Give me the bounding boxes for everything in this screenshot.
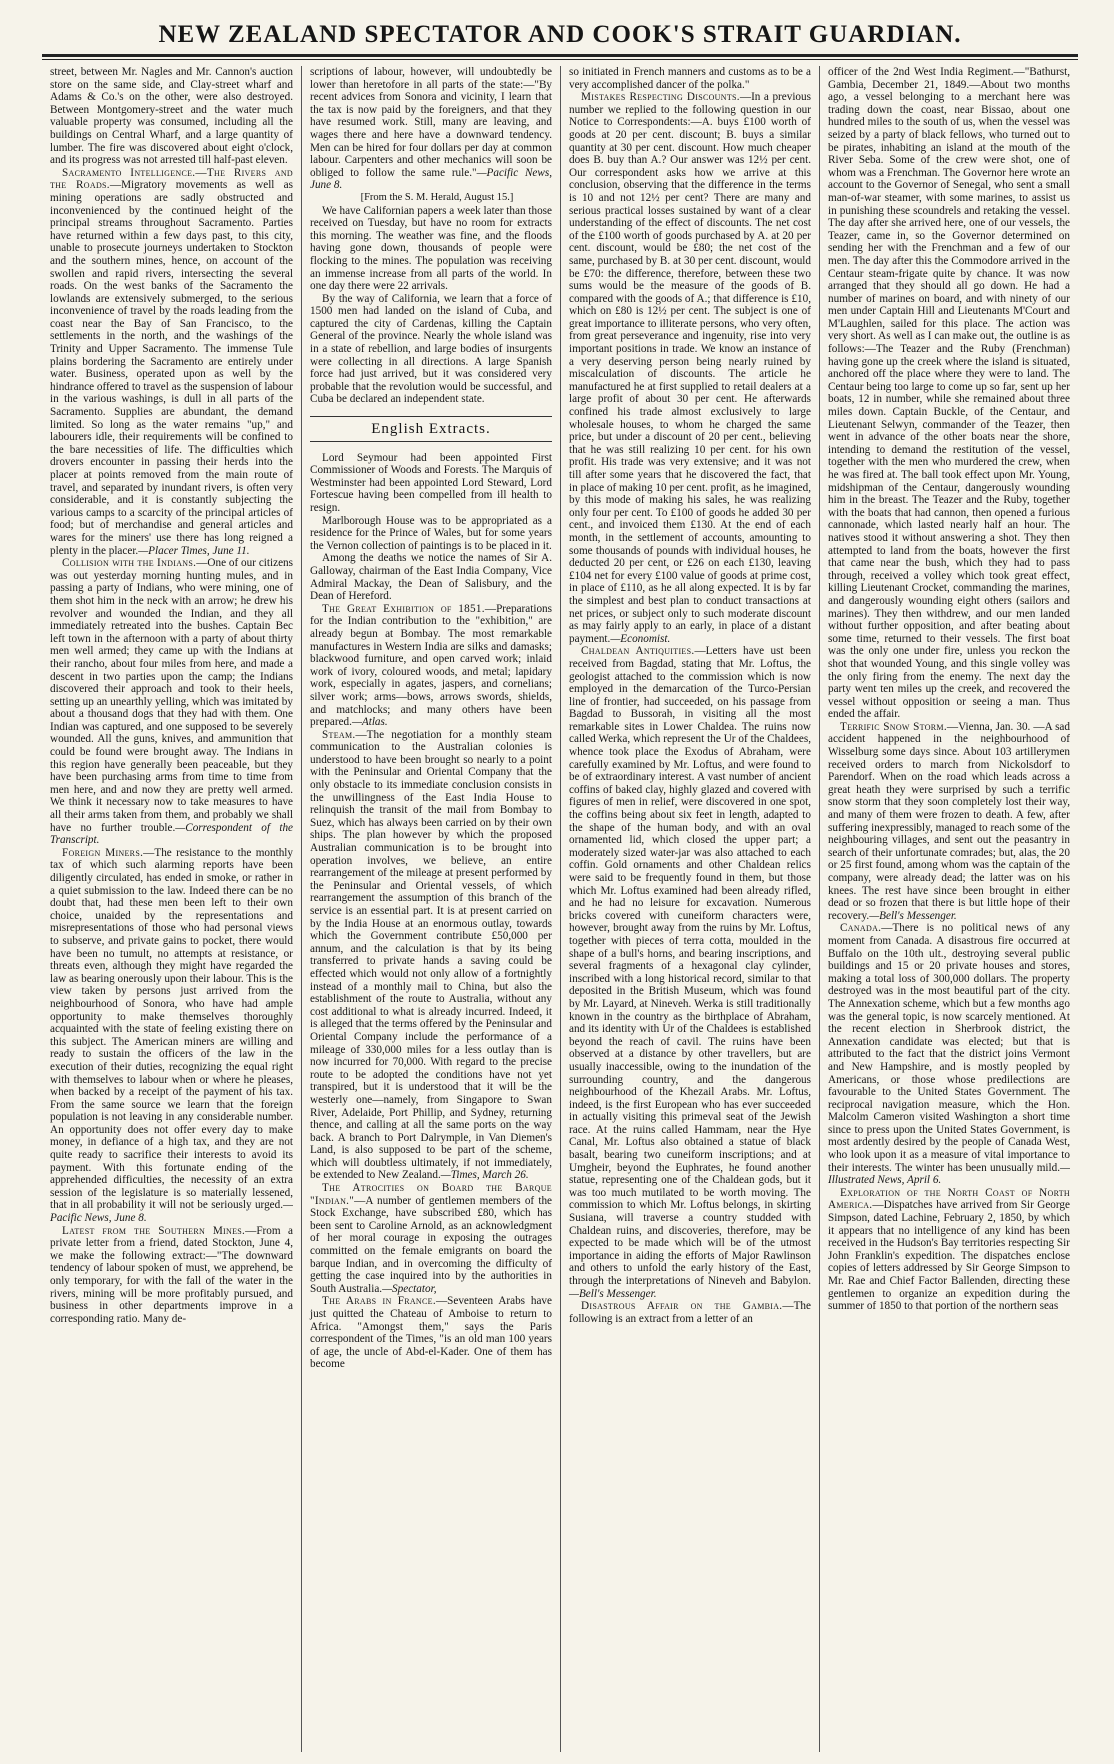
article-text: —Preparations for the Indian contribution to the "exhibition," are already begun at Bombay. The most remarkable manufactures in Western India are silks and damasks; blackwood furniture, and open carved work; inlaid work of ivory, coloured woods, and metal; lapidary work, especially in agates, jaspers, and cornelians; silver work; arms—bows, arrows swords, shields, and matchlocks; and many others have been prepared. <box>310 602 552 729</box>
article-paragraph <box>828 922 1070 1186</box>
article-paragraph <box>828 721 1070 923</box>
masthead-title: NEW ZEALAND SPECTATOR AND COOK'S STRAIT GUARDIAN. <box>158 21 962 48</box>
article-source: —Illustrated News, April 6. <box>828 1161 1070 1187</box>
article-text: scriptions of labour, however, will undoubtedly be lower than heretofore in all parts of the state:—"By recent advices from Sonora and vicinity, I learn that the tax is now paid by the foreigners, and that they have resumed work. Still, many are leaving, and wages there and here have a downward tendency. Men can be hired for four dollars per day at common labour. Carpenters and other mechanics will soon be obliged to follow the same rule." <box>310 66 552 179</box>
article-text: so initiated in French manners and customs as to be a very accomplished dancer of the polka." <box>569 66 811 91</box>
article-paragraph <box>569 645 811 1300</box>
article-heading: Latest from the Southern Mines. <box>62 1224 246 1237</box>
article-paragraph <box>50 167 293 557</box>
article-heading: Sacramento Intelligence.—The Rivers and the Roads. <box>50 166 293 192</box>
article-source: —Pacific News, June 8. <box>310 166 552 192</box>
column-2 <box>301 66 560 1752</box>
article-text: —One of our citizens was out yesterday morning hunting mules, and in passing a party of Indians, who were mining, one of them shot him in the neck with an arrow; he drew his revolver and wounded the Indian, and they all immediately retreated into the bushes. Captain Bec left town in the afternoon with a party of about thirty men well armed; they came up with the Indians at their rancho, about four miles from here, and made a descent in two parties upon the camp; the Indians discovered their approach and took to their heels, setting up an unearthly yelling, which was imitated by about a thousand dogs that they had with them. One Indian was captured, and one supposed to be severely wounded. All the guns, knives, and ammunition that could be found were brought away. The Indians in this region have generally been peaceable, but they have been purchasing arms from time to time from men here, and and now they are pretty well armed. We think it necessary now to take measures to have all their arms taken from them, and probably we shall have no further trouble. <box>50 557 294 834</box>
article-paragraph <box>828 1187 1070 1313</box>
article-paragraph <box>569 1300 811 1325</box>
article-source: —Bell's Messenger. <box>869 909 957 922</box>
article-text: —The resistance to the monthly tax of which such alarming reports have been diligently circulated, has ended in smoke, or rather in a quiet submission to the law. Indeed there can be no doubt that, had these men been left to their own choice, unaided by the representations and misrepresentations of those who had personal views to subserve, and private gains to pocket, there would have been no tumult, no attempts at resistance, or threats even, although they might have regarded the law as bearing onerously upon their labour. This is the view taken by persons just arrived from the neighbourhood of Sonora, who have had ample opportunity to make themselves thoroughly acquainted with the state of feeling existing there on this subject. The American miners are willing and ready to sustain the officers of the law in the execution of their duties, recognizing the equal right with themselves to labour when or where he pleases, when backed by a receipt of the payment of his tax. From the same source we learn that the foreign population is not leaving in any considerable number. An opportunity does not offer every day to make money, in defiance of a high tax, and they are not quite ready to sacrifice their interests to avoid its payment. With this fortunate ending of the apprehended difficulties, the necessity of an extra session of the legislature is so materially lessened, that in all probability it will not be seriously urged. <box>50 846 293 1212</box>
article-text: —Seventeen Arabs have just quitted the Chateau of Amboise to return to Africa. "Amongst them," says the Paris correspondent of the Times, "is an old man 100 years of age, the uncle of Abd-el-Kader. One of them has become <box>310 1295 552 1371</box>
article-paragraph <box>50 1225 293 1326</box>
article-heading: Canada. <box>840 922 882 935</box>
article-heading: The Atrocities on Board the Barque "Indian." <box>310 1182 552 1207</box>
article-text: —The following is an extract from a letter of an <box>569 1300 811 1325</box>
article-text: —Dispatches have arrived from Sir George Simpson, dated Lachine, February 2, 1850, by which it appears that no intelligence of any kind has been received in the Hudson's Bay territories respecting Sir John Franklin's expedition. The dispatches enclose copies of letters addressed by Sir George Simpson to Mr. Rae and Chief Factor Ballenden, directing these gentlemen to organize an expedition during the summer of 1850 to that portion of the northern seas <box>828 1199 1070 1313</box>
article-heading: Foreign Miners. <box>62 846 144 859</box>
article-text: —Letters have ust been received from Bagdad, stating that Mr. Loftus, the geologist attached to the commission which is now employed in the demarcation of the Turco-Persian line of frontier, had succeeded, on his passage from Bagdad to Bussorah, in visiting all the most remarkable sites in Lower Chaldea. The ruins now called Werka, which represent the Ur of the Chaldees, whence took place the Exodus of Abraham, were carefully examined by Mr. Loftus, and were found to be of extraordinary interest. A vast number of ancient coffins of baked clay, highly glazed and covered with figures of men in relief, were discovered in one spot, the coffins being about six feet in length, adapted to the shape of the human body, and with an oval ornamented lid, which closed the upper part; a moderately sized water-jar was also attached to each coffin. Gold ornaments and other Chaldean relics were said to be frequently found in them, but those which Mr. Loftus examined had been already rifled, and he had no leisure for excavation. Numerous bricks covered with cuneiform characters were, however, brought away from the ruins by Mr. Loftus, together with pieces of terra cotta, moulded in the shape of a bull's horns, and bearing inscriptions, and several fragments of a hexagonal clay cylinder, inscribed with a long historical record, similar to that deposited in the British Museum, which was found by Mr. Layard, at Nineveh. Werka is still traditionally known in the country as the birthplace of Abraham, and its identity with Ur of the Chaldees is established beyond the reach of cavil. The ruins have been observed at a distance by other travellers, but are usually inaccessible, owing to the inundation of the surrounding country, and the dangerous neighbourhood of the Khezail Arabs. Mr. Loftus, indeed, is the first European who has ever succeeded in actually visiting this primeval seat of the Jewish race. At the ruins called Hammam, near the Hye Canal, Mr. Loftus also obtained a statue of black basalt, bearing two cuneiform inscriptions; and at Umgheir, beyond the Euphrates, he found another statue, representing one of the Chaldean gods, but it was too much mutilated to be worth moving. The commission to which Mr. Loftus belongs, in skirting Susiana, will traverse a country studded with Chaldean ruins, and discoveries, therefore, may be expected to be made which will be of the utmost importance in aiding the efforts of Major Rawlinson and others to unfold the early history of the East, through the interpretations of Nineveh and Babylon. <box>569 645 811 1287</box>
article-text: —From a private letter from a friend, dated Stockton, June 4, we make the following extract:—"The downward tendency of labour spoken of must, we apprehend, be only temporary, for with the fall of the water in the rivers, mining will be more profitably pursued, and business in other departments improve in a corresponding ratio. Many de- <box>50 1224 293 1325</box>
article-text: —Vienna, Jan. 30. —A sad accident happened in the neighbourhood of Wisselburg some days since. About 103 artillerymen received orders to march from Nickolsdorf to Parendorf. When on the road which leads across a great heath they were surprised by such a terrific snow storm that they soon completely lost their way, and many of them were frozen to death. A few, after suffering inexpressibly, managed to reach some of the neighbouring villages, and sent out the peasantry in search of their unfortunate comrades; but, alas, the 20 or 25 first found, among whom was the captain of the company, were already dead; the latter was on his knees. The rest have since been brought in either dead or so frozen that there is but little hope of their recovery. <box>828 720 1070 922</box>
article-paragraph <box>310 66 552 192</box>
article-text: —A number of gentlemen members of the Stock Exchange, have subscribed £80, which has been sent to Caroline Arnold, as an acknowledgment of her moral courage in exposing the outrages committed on the female emigrants on board the barque Indian, and in overcoming the difficulty of getting the case inquired into by the authorities in South Australia. <box>310 1194 552 1295</box>
column-1 <box>42 66 301 1752</box>
source-note: [From the S. M. Herald, August 15.] <box>360 191 514 203</box>
article-heading: Chaldean Antiquities. <box>581 645 695 658</box>
article-paragraph <box>50 847 293 1225</box>
article-heading: The Arabs in France. <box>322 1295 436 1308</box>
article-paragraph <box>310 452 552 515</box>
article-source: —Economist. <box>610 632 671 645</box>
article-paragraph <box>569 91 811 645</box>
article-text: —In a previous number we replied to the following question in our Notice to Correspondents:—A. buys £100 worth of goods at 20 per cent. discount; B. buys a similar quantity at 30 per cent. discount. How much cheaper does B. buy than A.? Our answer was 12½ per cent. Our correspondent asks how we arrive at this conclusion, observing that the difference in the terms is 10 and not 12½ per cent? There are many and serious practical losses sustained by want of a clear understanding of the effect of discounts. The net cost of the £100 worth of goods purchased by A. at 20 per cent. discount, would be £80; the net cost of the same, purchased by B. at 30 per cent. discount, would be £70: the difference, therefore, between these two sums would be the measure of the goods of B. compared with the goods of A.; that difference is £10, which on £80 is 12½ per cent. The subject is one of great importance to illiterate persons, who very often, from great perseverance and ingenuity, rise into very important positions in trade. We know an instance of a very deserving person being nearly ruined by miscalculation of discounts. The article he manufactured he at first supplied to retail dealers at a large profit of about 30 per cent. He afterwards confined his trade almost exclusively to large wholesale houses, to whom he charged the same price, but under a discount of 20 per cent., believing that he was still realizing 10 per cent. for his own profit. His trade was very extensive; and it was not till after some years that he discovered the fact, that in place of making 10 per cent. profit, as he imagined, by this mode of making his sales, he was realizing only four per cent. To £100 of goods he added 30 per cent., and invoiced them £130. At the end of each month, in the settlement of accounts, amounting to some thousands of pounds with individual houses, he deducted 20 per cent, or £26 on each £130, leaving £104 net for every £100 value of goods at prime cost, in place of £110, as he all along expected. It is by far the simplest and best plan to conduct transactions at net prices, or subject only to such moderate discount as may fairly apply to an early, in place of a distant payment. <box>569 91 812 645</box>
article-source: — Pacific News, June 8. <box>50 1199 293 1225</box>
article-paragraph <box>310 515 552 553</box>
article-source: —Spectator, <box>382 1282 437 1295</box>
article-text: We have Californian papers a week later than those received on Tuesday, but have no room for extracts this morning. The weather was fine, and the floods having gone down, thousands of people were flocking to the mines. The population was receiving an immense increase from all parts of the world. In one day there were 22 arrivals. <box>310 204 552 293</box>
article-paragraph <box>310 1182 552 1295</box>
article-paragraph <box>310 552 552 602</box>
article-source: —Atlas. <box>351 716 388 729</box>
column-4 <box>819 66 1078 1752</box>
article-text: —Migratory movements as well as mining operations are sadly obstructed and inconvenienced by the continued height of the principal streams throughout Sacramento. Parties have returned within a few days past, to this city, unable to prosecute journeys undertaken to Stockton and the southern mines, hence, on account of the swollen and rapid rivers, intersecting the several roads. On the west banks of the Sacramento the lowlands are extensively submerged, to the serious inconvenience of travel by the roads leading from the coast near the Bay of San Francisco, to the settlements in the north, and the washings of the Trinity and Upper Sacramento. The immense Tule plains bordering the Sacramento are entirely under water. Business, operated upon as well by the hindrance offered to travel as the suspension of labour in the various washings, is dull in all parts of the Sacramento. Supplies are abundant, the demand limited. So long as the water remains "up," and labourers idle, their requirements will be confined to the bare necessities of life. The difficulties which drovers encounter in passing their herds into the placer at points removed from the main route of travel, and separated by inundant rivers, is often very considerable, and it is constantly subjecting the various camps to a scarcity of the principal articles of food; but of merchandise and general articles and wares for the miners' use there has long reigned a plenty in the placer. <box>50 179 294 557</box>
article-source: —Times, March 26. <box>440 1169 529 1182</box>
masthead-rule <box>42 54 1078 57</box>
article-paragraph <box>50 557 293 847</box>
article-heading: Terrific Snow Storm. <box>840 720 947 733</box>
article-columns <box>42 66 1078 1752</box>
article-paragraph <box>828 66 1070 721</box>
article-text: officer of the 2nd West India Regiment.—"Bathurst, Gambia, December 21, 1849.—About two months ago, a vessel belonging to a merchant here was trading down the coast, near Bissao, about one hundred miles to the south of us, when the vessel was seized by a party of black fellows, who turned out to be pirates, inhabiting an island at the mouth of the River Seba. Some of the crew were shot, one of whom was a Frenchman. The Governor here wrote an account to the Governor of Senegal, who sent a small man-of-war steamer, with some marines, to assist us in punishing these scoundrels and retaking the vessel. The day after she arrived here, one of our vessels, the Teazer, came in, so the Governor determined on sending her with the Frenchman and a few of our men. The day after this the Commodore arrived in the Centaur steam-frigate quite by chance. It was now arranged that they should all go down. He had a number of marines on board, and with ninety of our men under Captain Hill and Lieutenants M'Court and M'Laughlen, sailed for this place. The action was very short. As well as I can make out, the outline is as follows:—The Teazer and the Ruby (Frenchman) having gone up the creek where the island is situated, anchored off the place where they were to land. The Centaur being too large to come up so far, sent up her boats, 12 in number, while she remained about three miles down. Captain Buckle, of the Centaur, and Lieutenant Selwyn, commander of the Teazer, then went in advance of the other boats near the shore, intending to demand the restitution of the vessel, together with the men who murdered the crew, when he was fired at. The ball took effect upon Mr. Young, midshipman of the Centaur, dangerously wounding him in the breast. The Teazer and the Ruby, together with the boats that had cannon, then opened a furious cannonade, which lasted nearly half an hour. The natives stood it without answering a shot. They then attempted to land from the boats, however the first that came near the bush, which they had to pass through, received a volley which took great effect, killing Lieutenant Crocket, commanding the marines, and dangerously wounding eight others (sailors and marines). They then withdrew, and our men landed without further opposition, and after beating about some time, returned to their vessels. The first boat was the only one under fire, unless you reckon the shot that wounded Young, and this single volley was the only firing from the enemy. The next day the party went ten miles up the creek, and recovered the vessel without opposition or seeing a man. Thus ended the affair. <box>828 66 1070 721</box>
column-3 <box>560 66 819 1752</box>
article-paragraph <box>310 603 552 729</box>
article-paragraph <box>310 1295 552 1371</box>
article-paragraph <box>310 729 552 1182</box>
article-paragraph <box>569 66 811 91</box>
article-heading: Collision with the Indians. <box>62 557 197 570</box>
article-heading: Mistakes Respecting Discounts. <box>581 91 740 104</box>
article-text: By the way of California, we learn that a force of 1500 men had landed on the island of Cuba, and captured the city of Cardenas, killing the Captain General of the province. Nearly the whole island was in a state of rebellion, and large bodies of insurgents were collecting in all directions. A large Spanish force had just arrived, but it was considered very probable that the revolution would be successful, and Cuba be declared an independent state. <box>310 292 552 406</box>
article-text: Lord Seymour had been appointed First Commissioner of Woods and Forests. The Marquis of Westminster had been appointed Lord Steward, Lord Fortescue having been compelled from ill health to resign. <box>310 451 552 514</box>
article-heading: Disastrous Affair on the Gambia. <box>581 1300 783 1313</box>
section-heading: English Extracts. <box>310 416 552 442</box>
article-paragraph <box>50 66 293 167</box>
article-heading: Steam. <box>322 728 356 741</box>
article-text: —The negotiation for a monthly steam communication to the Australian colonies is understood to have been brought so nearly to a point with the Peninsular and Oriental Company that the only obstacle to its immediate conclusion consists in the unwillingness of the East India House to relinquish the transit of the mail from Bombay to Suez, which has always been carried on by their own ships. The plan however by which the proposed Australian communication is to be brought into operation involves, we believe, an entire rearrangement of the mileage at present performed by the Peninsular and Oriental vessels, of which rearrangement the assumption of this branch of the service is an essential part. It is at present carried on by the India House at an enormous outlay, towards which the Government contribute £50,000 per annum, and the calculation is that by its being transferred to private hands a saving could be effected which would not only allow of a fortnightly instead of a monthly mail to China, but also the establishment of the route to Australia, without any cost additional to what is already incurred. Indeed, it is alleged that the terms offered by the Peninsular and Oriental Company include the performance of a mileage of 330,000 miles for a less outlay than is now incurred for 70,000. With regard to the precise route to be adopted the conditions have not yet transpired, but it is understood that it will be the westerly one—namely, from Singapore to Swan River, Adelaide, Port Phillip, and Sydney, returning thence, and calling at all the same ports on the way back. A branch to Port Dalrymple, in Van Diemen's Land, is also supposed to be part of the scheme, which will doubtless ultimately, if not immediately, be extended to New Zealand. <box>310 728 552 1182</box>
article-source: —Placer Times, June 11. <box>138 544 250 557</box>
article-source: —Correspondent of the Transcript. <box>50 821 294 847</box>
article-heading: Exploration of the North Coast of North America. <box>828 1186 1070 1212</box>
article-source: —Bell's Messenger. <box>569 1287 657 1300</box>
article-text: Among the deaths we notice the names of Sir A. Galloway, chairman of the East India Company, Vice Admiral Mackay, the Dean of Salisbury, and the Dean of Hereford. <box>310 552 552 603</box>
article-paragraph <box>310 293 552 406</box>
article-heading: The Great Exhibition of 1851. <box>322 602 485 615</box>
article-paragraph <box>310 205 552 293</box>
article-text: street, between Mr. Nagles and Mr. Cannon's auction store on the same side, and Clay-street wharf and Adams & Co.'s on the other, were also destroyed. Between Montgomery-street and the water much valuable property was consumed, including all the buildings on Central Wharf, and a large quantity of lumber. The fire was discovered about eight o'clock, and its progress was not arrested till half-past eleven. <box>50 66 293 167</box>
masthead-rule-thin <box>42 59 1078 60</box>
article-text: Marlborough House was to be appropriated as a residence for the Prince of Wales, but for some years the Vernon collection of paintings is to be placed in it. <box>310 514 552 552</box>
article-text: —There is no political news of any moment from Canada. A disastrous fire occurred at Buffalo on the 10th ult., destroying several public buildings and 15 or 20 private houses and stores, making a total loss of 300,000 dollars. The property destroyed was in the most beautiful part of the city. The Annexation scheme, which but a few months ago was the general topic, is now scarcely mentioned. At the recent election in Sherbrook district, the Annexation candidate was elected; but that is attributed to the fact that the district joins Vermont and New Hampshire, and is mostly peopled by Americans, or those whose predilections are favourable to the United States Government. The reciprocal navigation measure, which the Hon. Malcolm Cameron visited Washington a short time since to press upon the United States Government, is most ardently desired by the people of Canada West, who look upon it as a measure of vital importance to their interests. The winter has been unusually mild. <box>828 922 1070 1174</box>
